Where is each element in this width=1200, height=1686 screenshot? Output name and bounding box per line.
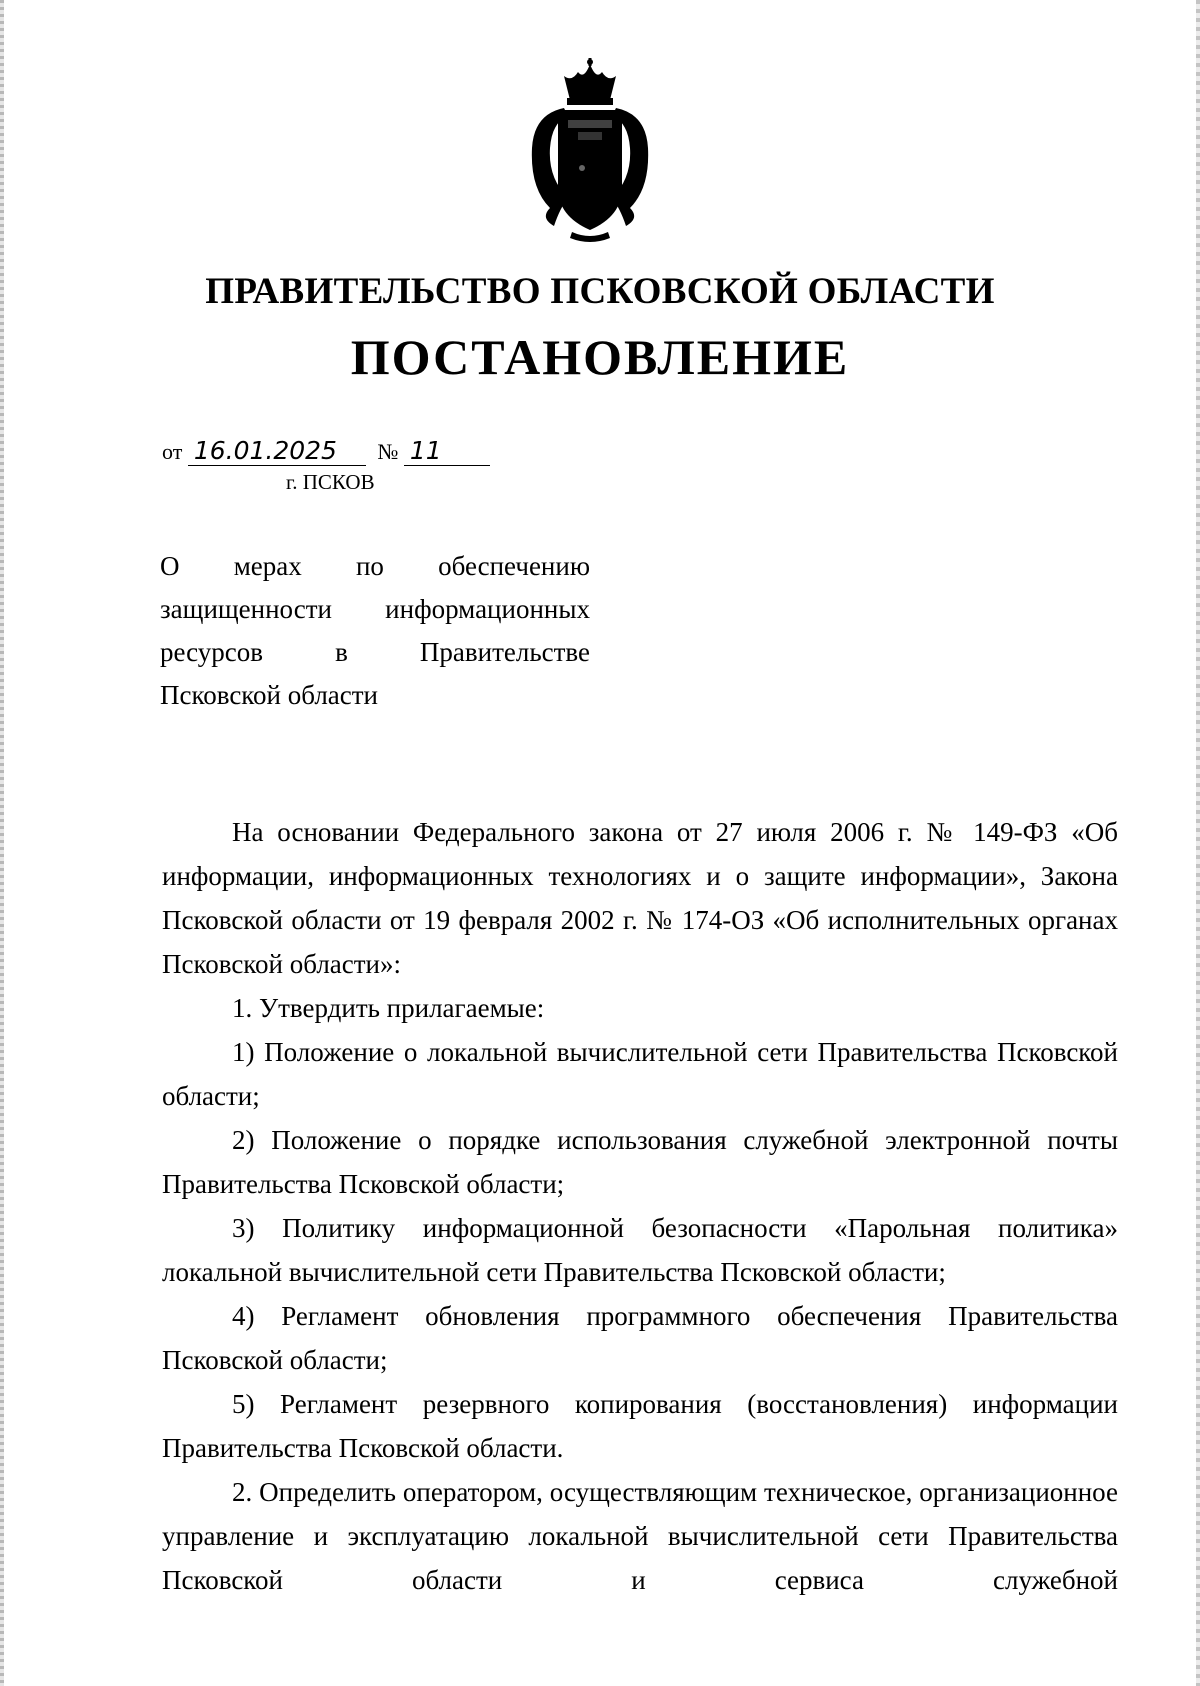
document-type-title: ПОСТАНОВЛЕНИЕ (350, 329, 850, 385)
document-subject (160, 545, 590, 717)
body-paragraph: На основании Федерального закона от 27 июля 2006 г. № 149-ФЗ «Об информации, информационных технологиях и о защите информации», Закона Псковской области от 19 февраля 2002 г. № 174-ОЗ «Об исполнительных органах Псковской области»: (162, 817, 1118, 979)
city-label: г. ПСКОВ (286, 470, 375, 494)
subject-line: О мерах по обеспечению (160, 551, 590, 581)
scan-edge-right (1196, 0, 1200, 1686)
coat-of-arms-icon (520, 58, 660, 248)
subject-line: ресурсов в Правительстве (160, 637, 590, 667)
scan-edge-left (0, 0, 4, 1686)
date-value: 16.01.2025 (193, 436, 337, 465)
document-body (162, 810, 1118, 1602)
body-paragraph: 2) Положение о порядке использования служебной электронной почты Правительства Псковской области; (162, 1125, 1118, 1199)
date-prefix: от (162, 439, 183, 464)
number-field (404, 438, 490, 466)
body-paragraph: 5) Регламент резервного копирования (восстановления) информации Правительства Псковской области. (162, 1389, 1118, 1463)
subject-line: Псковской области (160, 680, 379, 710)
body-paragraph: 1) Положение о локальной вычислительной сети Правительства Псковской области; (162, 1037, 1118, 1111)
subject-line: защищенности информационных (160, 594, 590, 624)
body-paragraph: 4) Регламент обновления программного обеспечения Правительства Псковской области; (162, 1301, 1118, 1375)
organization-title: ПРАВИТЕЛЬСТВО ПСКОВСКОЙ ОБЛАСТИ (205, 271, 995, 312)
body-paragraph: 3) Политику информационной безопасности «Парольная политика» локальной вычислительной сети Правительства Псковской области; (162, 1213, 1118, 1287)
date-number-line (162, 438, 490, 466)
date-field (188, 438, 366, 466)
number-label: № (377, 439, 399, 464)
number-value: 11 (409, 436, 442, 465)
body-paragraph: 1. Утвердить прилагаемые: (232, 993, 545, 1023)
body-paragraph: 2. Определить оператором, осуществляющим техническое, организационное управление и эксплуатацию локальной вычислительной сети Правительства Псковской области и сервиса служебной (162, 1477, 1118, 1595)
